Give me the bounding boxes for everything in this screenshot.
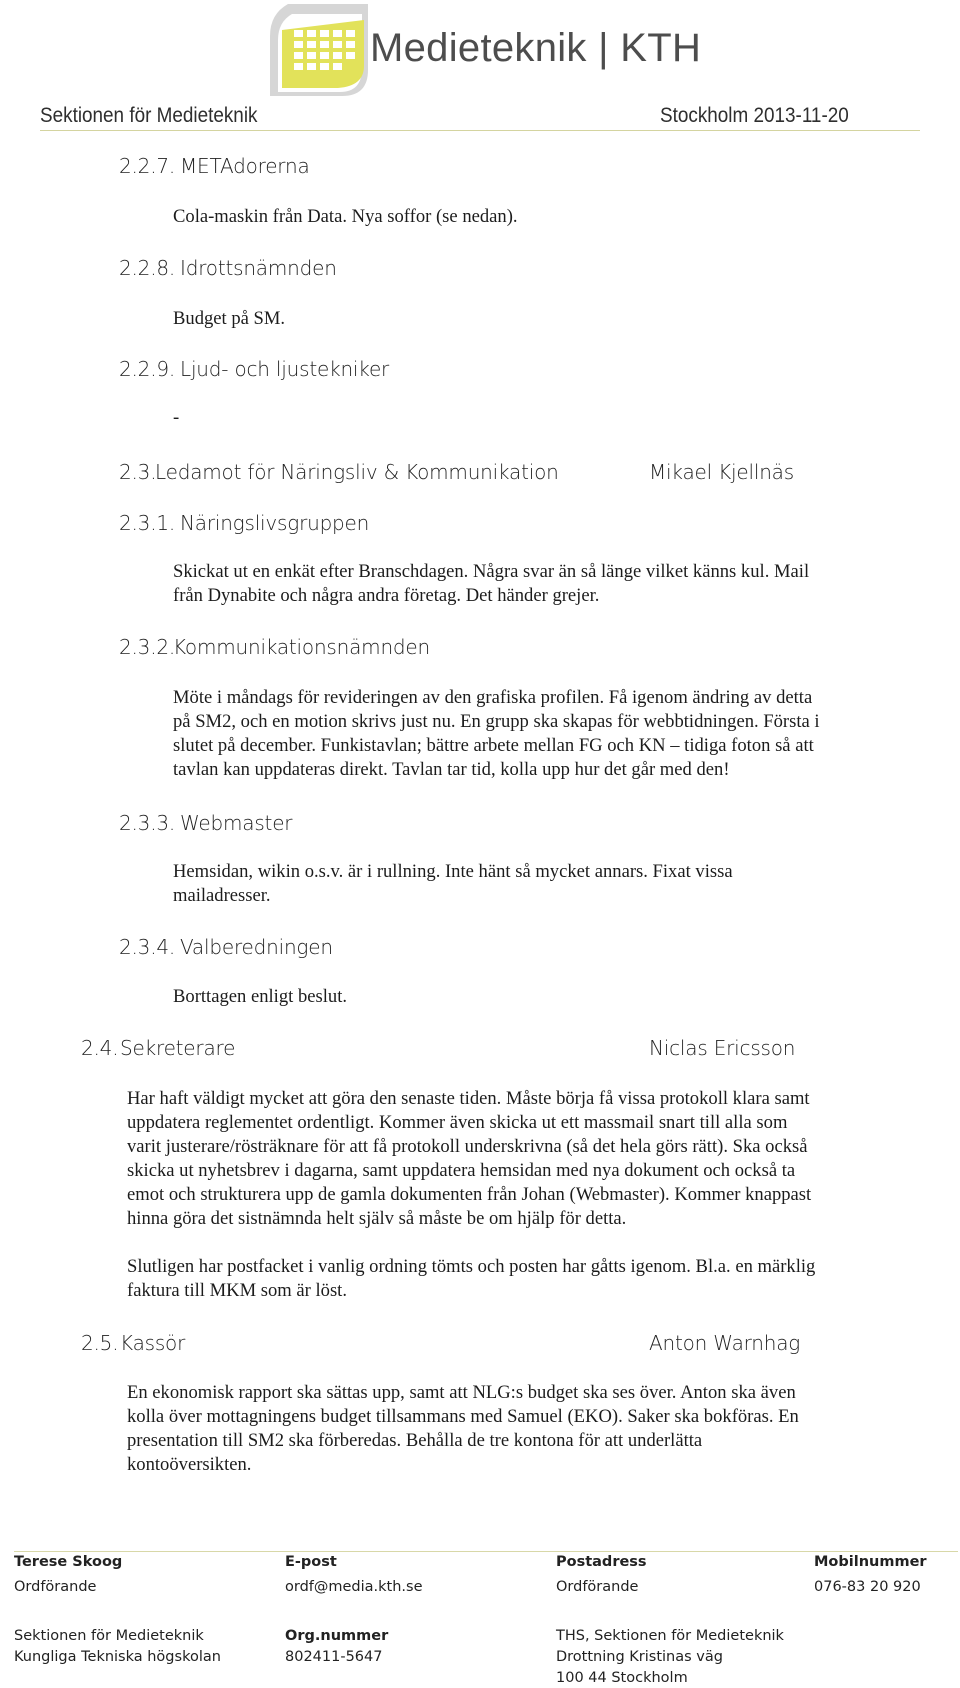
section-number: 2.4. xyxy=(81,1036,119,1060)
footer-postal-line: 100 44 Stockholm xyxy=(556,1670,688,1686)
footer-orgnr: 802411-5647 xyxy=(285,1649,383,1665)
section-title: Näringslivsgruppen xyxy=(180,511,370,535)
header-organization: Sektionen för Medieteknik xyxy=(40,104,258,127)
section-number: 2.2.9. xyxy=(119,357,176,381)
section-number: 2.3.1. xyxy=(119,511,176,535)
body-line: presentation till SM2 ska förberedas. Behålla de tre kontona för att underlätta xyxy=(127,1430,703,1451)
header-divider xyxy=(40,130,920,131)
footer-role: Ordförande xyxy=(14,1579,97,1595)
body-line: kolla över mottagningens budget tillsammans med Samuel (EKO). Saker ska bokföras. En xyxy=(127,1406,799,1427)
footer-address: Ordförande xyxy=(556,1579,639,1595)
body-line: varit justerare/rösträknare för att få protokoll underskrivna (så det hela görs rätt). Ska också xyxy=(127,1136,808,1157)
footer-postal-line: THS, Sektionen för Medieteknik xyxy=(556,1628,784,1644)
body-line: Har haft väldigt mycket att göra den senaste tiden. Måste börja få vissa protokoll klara samt xyxy=(127,1088,810,1109)
footer-name: Terese Skoog xyxy=(14,1554,123,1570)
section-number: 2.3. xyxy=(119,460,157,484)
section-title: Webmaster xyxy=(180,811,293,835)
section-title: Kommunikationsnämnden xyxy=(173,635,431,659)
section-body: Cola-maskin från Data. Nya soffor (se nedan). xyxy=(173,206,518,227)
footer-phone: 076-83 20 920 xyxy=(814,1579,921,1595)
section-title: Ledamot för Näringsliv & Kommunikation xyxy=(155,460,559,484)
section-title: Sekreterare xyxy=(120,1036,236,1060)
footer-org-line: Sektionen för Medieteknik xyxy=(14,1628,204,1644)
body-line: Möte i måndags för revideringen av den grafiska profilen. Få igenom ändring av detta xyxy=(173,687,813,708)
body-line: på SM2, och en motion skrivs just nu. En grupp ska skapas för webbtidningen. Första i xyxy=(173,711,820,732)
section-number: 2.3.2. xyxy=(119,635,176,659)
body-line: slutet på december. Funkistavlan; bättre arbete mellan FG och KN – tidiga foton så att xyxy=(173,735,814,756)
body-line: emot och strukturera upp de gamla dokumenten från Johan (Webmaster). Kommer knappast xyxy=(127,1184,812,1205)
section-title: Kassör xyxy=(120,1331,186,1355)
section-number: 2.5. xyxy=(81,1331,119,1355)
body-line: från Dynabite och några andra företag. Det händer grejer. xyxy=(173,585,600,606)
section-person: Anton Warnhag xyxy=(649,1331,801,1355)
logo-text: Medieteknik | KTH xyxy=(370,26,702,70)
footer-phone-label: Mobilnummer xyxy=(814,1554,927,1570)
body-line: Slutligen har postfacket i vanlig ordning tömts och posten har gåtts igenom. Bl.a. en märklig xyxy=(127,1256,816,1277)
section-title: Idrottsnämnden xyxy=(180,256,337,280)
footer-email[interactable]: ordf@media.kth.se xyxy=(285,1579,423,1595)
section-number: 2.3.4. xyxy=(119,935,176,959)
body-line: tavlan kan uppdateras direkt. Tavlan tar tid, kolla upp hur det går med den! xyxy=(173,759,730,780)
section-number: 2.2.8. xyxy=(119,256,176,280)
section-body: Budget på SM. xyxy=(173,308,286,329)
body-line: hinna göra det sistnämnda helt själv så måste be om hjälp för detta. xyxy=(127,1208,627,1229)
footer-divider xyxy=(14,1551,958,1552)
section-body: Borttagen enligt beslut. xyxy=(173,986,348,1007)
section-number: 2.2.7. xyxy=(119,154,176,178)
footer-postal-line: Drottning Kristinas väg xyxy=(556,1649,723,1665)
body-line: uppdatera reglementet ordentligt. Kommer även skicka ut ett massmail snart till alla som xyxy=(127,1112,788,1133)
section-body: - xyxy=(173,407,180,428)
footer-orgnr-label: Org.nummer xyxy=(285,1628,389,1644)
footer-address-label: Postadress xyxy=(556,1554,647,1570)
body-line: faktura till MKM som är löst. xyxy=(127,1280,348,1301)
body-line: Skickat ut en enkät efter Branschdagen. Några svar än så länge vilket känns kul. Mail xyxy=(173,561,810,582)
section-number: 2.3.3. xyxy=(119,811,176,835)
body-line: kontoöversikten. xyxy=(127,1454,252,1475)
body-line: mailadresser. xyxy=(173,885,271,906)
body-line: En ekonomisk rapport ska sättas upp, samt att NLG:s budget ska ses över. Anton ska även xyxy=(127,1382,796,1403)
section-title: Valberedningen xyxy=(180,935,333,959)
footer-org-line: Kungliga Tekniska högskolan xyxy=(14,1649,221,1665)
section-person: Mikael Kjellnäs xyxy=(649,460,794,484)
section-title: Ljud- och ljustekniker xyxy=(180,357,390,381)
header-place-date: Stockholm 2013-11-20 xyxy=(660,104,849,127)
section-title: METAdorerna xyxy=(180,154,310,178)
body-line: Hemsidan, wikin o.s.v. är i rullning. Inte hänt så mycket annars. Fixat vissa xyxy=(173,861,733,882)
section-person: Niclas Ericsson xyxy=(649,1036,796,1060)
body-line: skicka ut nyhetsbrev i dagarna, samt uppdatera hemsidan med nya dokument och också ta xyxy=(127,1160,796,1181)
footer-email-label: E-post xyxy=(285,1554,337,1570)
